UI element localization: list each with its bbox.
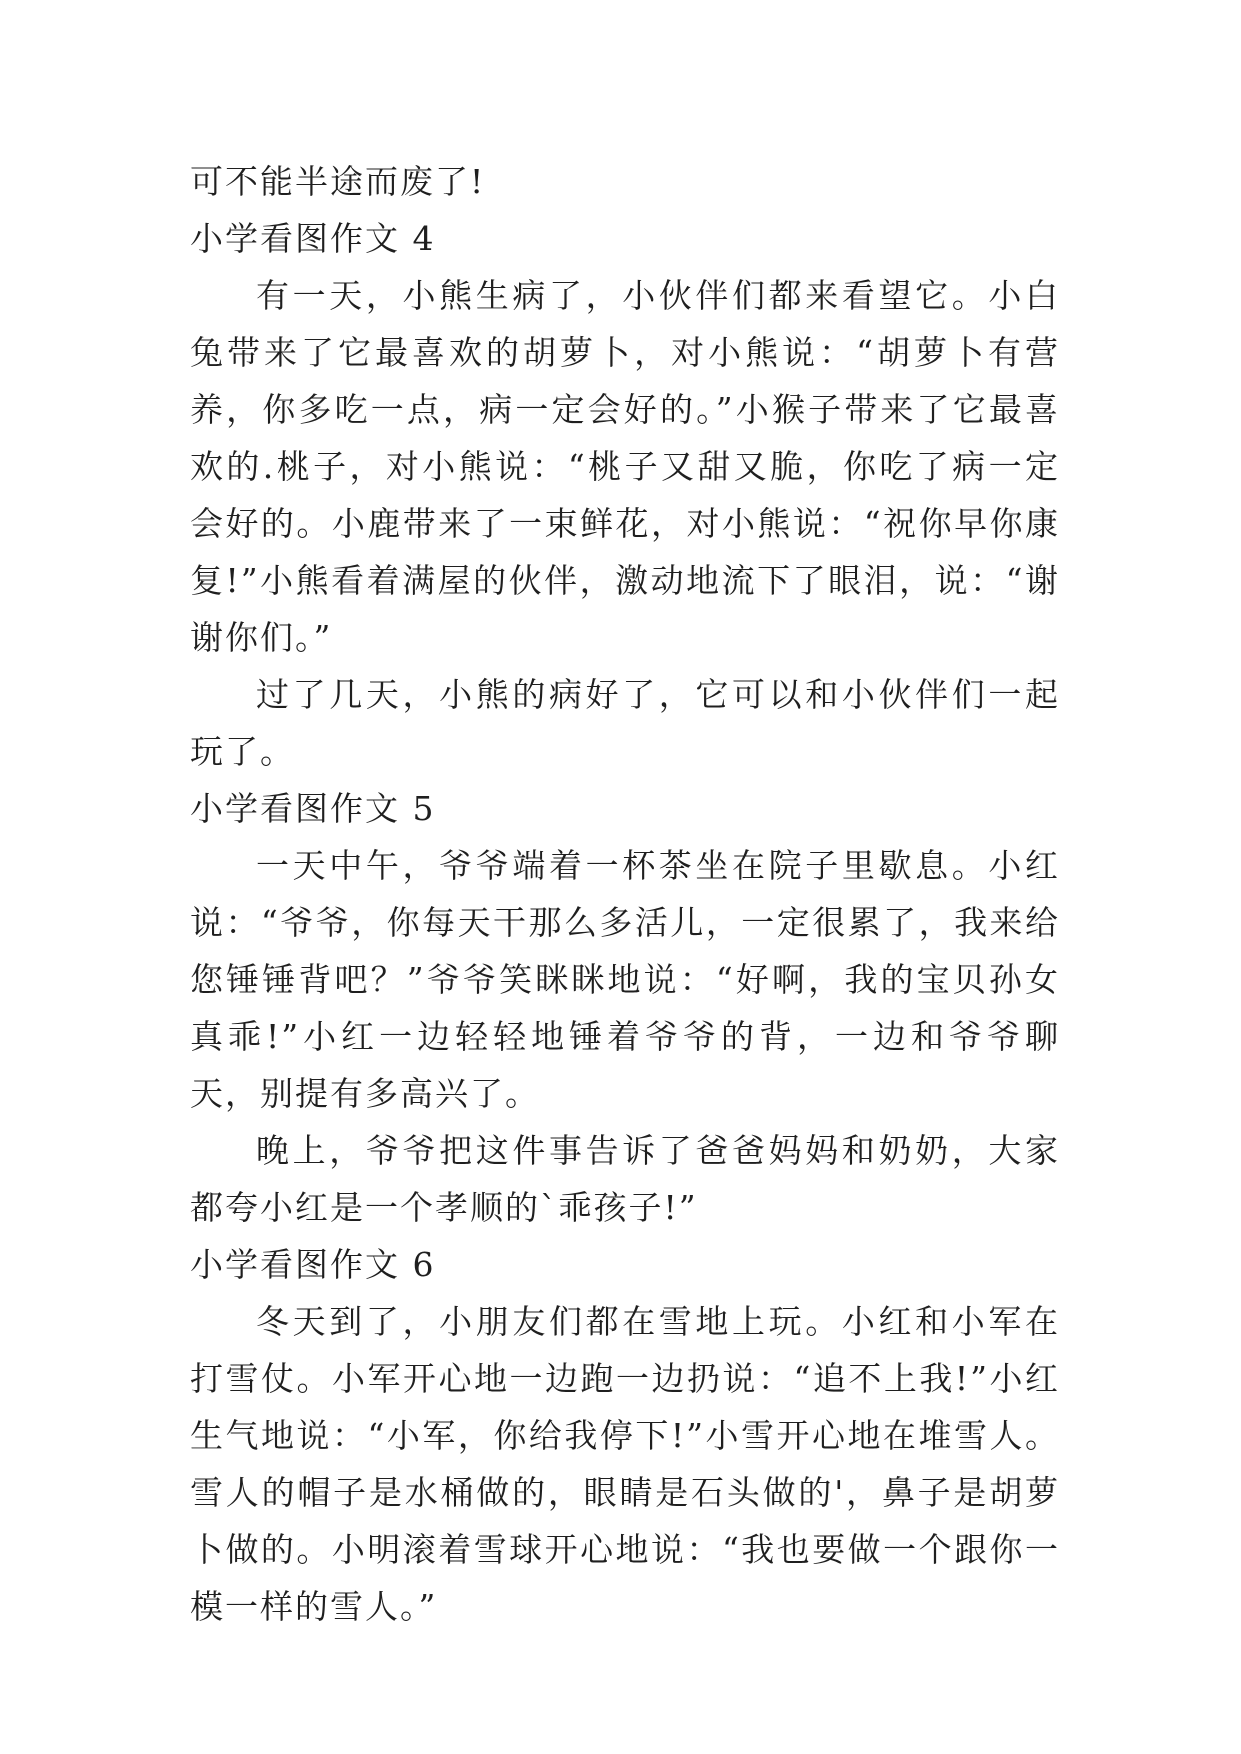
paragraph: 有一天，小熊生病了，小伙伴们都来看望它。小白兔带来了它最喜欢的胡萝卜，对小熊说：“胡萝卜有营养，你多吃一点，病一定会好的。”小猴子带来了它最喜欢的.桃子，对小熊说：“桃子又甜又脆，你吃了病一定会好的。小鹿带来了一束鲜花，对小熊说：“祝你早你康复!”小熊看着满屋的伙伴，激动地流下了眼泪，说：“谢谢你们。” — [190, 276, 1060, 657]
continuation-line: 可不能半途而废了! — [190, 162, 486, 201]
section-title: 小学看图作文 4 — [190, 219, 436, 258]
document-body — [190, 153, 1060, 1635]
section-6 — [190, 1236, 1060, 1635]
paragraph: 一天中午，爷爷端着一杯茶坐在院子里歇息。小红说：“爷爷，你每天干那么多活儿，一定很累了，我来给您锤锤背吧？”爷爷笑眯眯地说：“好啊，我的宝贝孙女真乖!”小红一边轻轻地锤着爷爷的背，一边和爷爷聊天，别提有多高兴了。 — [190, 846, 1060, 1113]
paragraph: 晚上，爷爷把这件事告诉了爸爸妈妈和奶奶，大家都夸小红是一个孝顺的`乖孩子!” — [190, 1131, 1060, 1227]
section-5 — [190, 780, 1060, 1236]
section-4 — [190, 210, 1060, 780]
section-title: 小学看图作文 6 — [190, 1245, 436, 1284]
section-title: 小学看图作文 5 — [190, 789, 436, 828]
paragraph: 过了几天，小熊的病好了，它可以和小伙伴们一起玩了。 — [190, 675, 1060, 771]
paragraph: 冬天到了，小朋友们都在雪地上玩。小红和小军在打雪仗。小军开心地一边跑一边扔说：“追不上我!”小红生气地说：“小军，你给我停下!”小雪开心地在堆雪人。雪人的帽子是水桶做的，眼睛是石头做的'，鼻子是胡萝卜做的。小明滚着雪球开心地说：“我也要做一个跟你一模一样的雪人。” — [190, 1302, 1060, 1626]
